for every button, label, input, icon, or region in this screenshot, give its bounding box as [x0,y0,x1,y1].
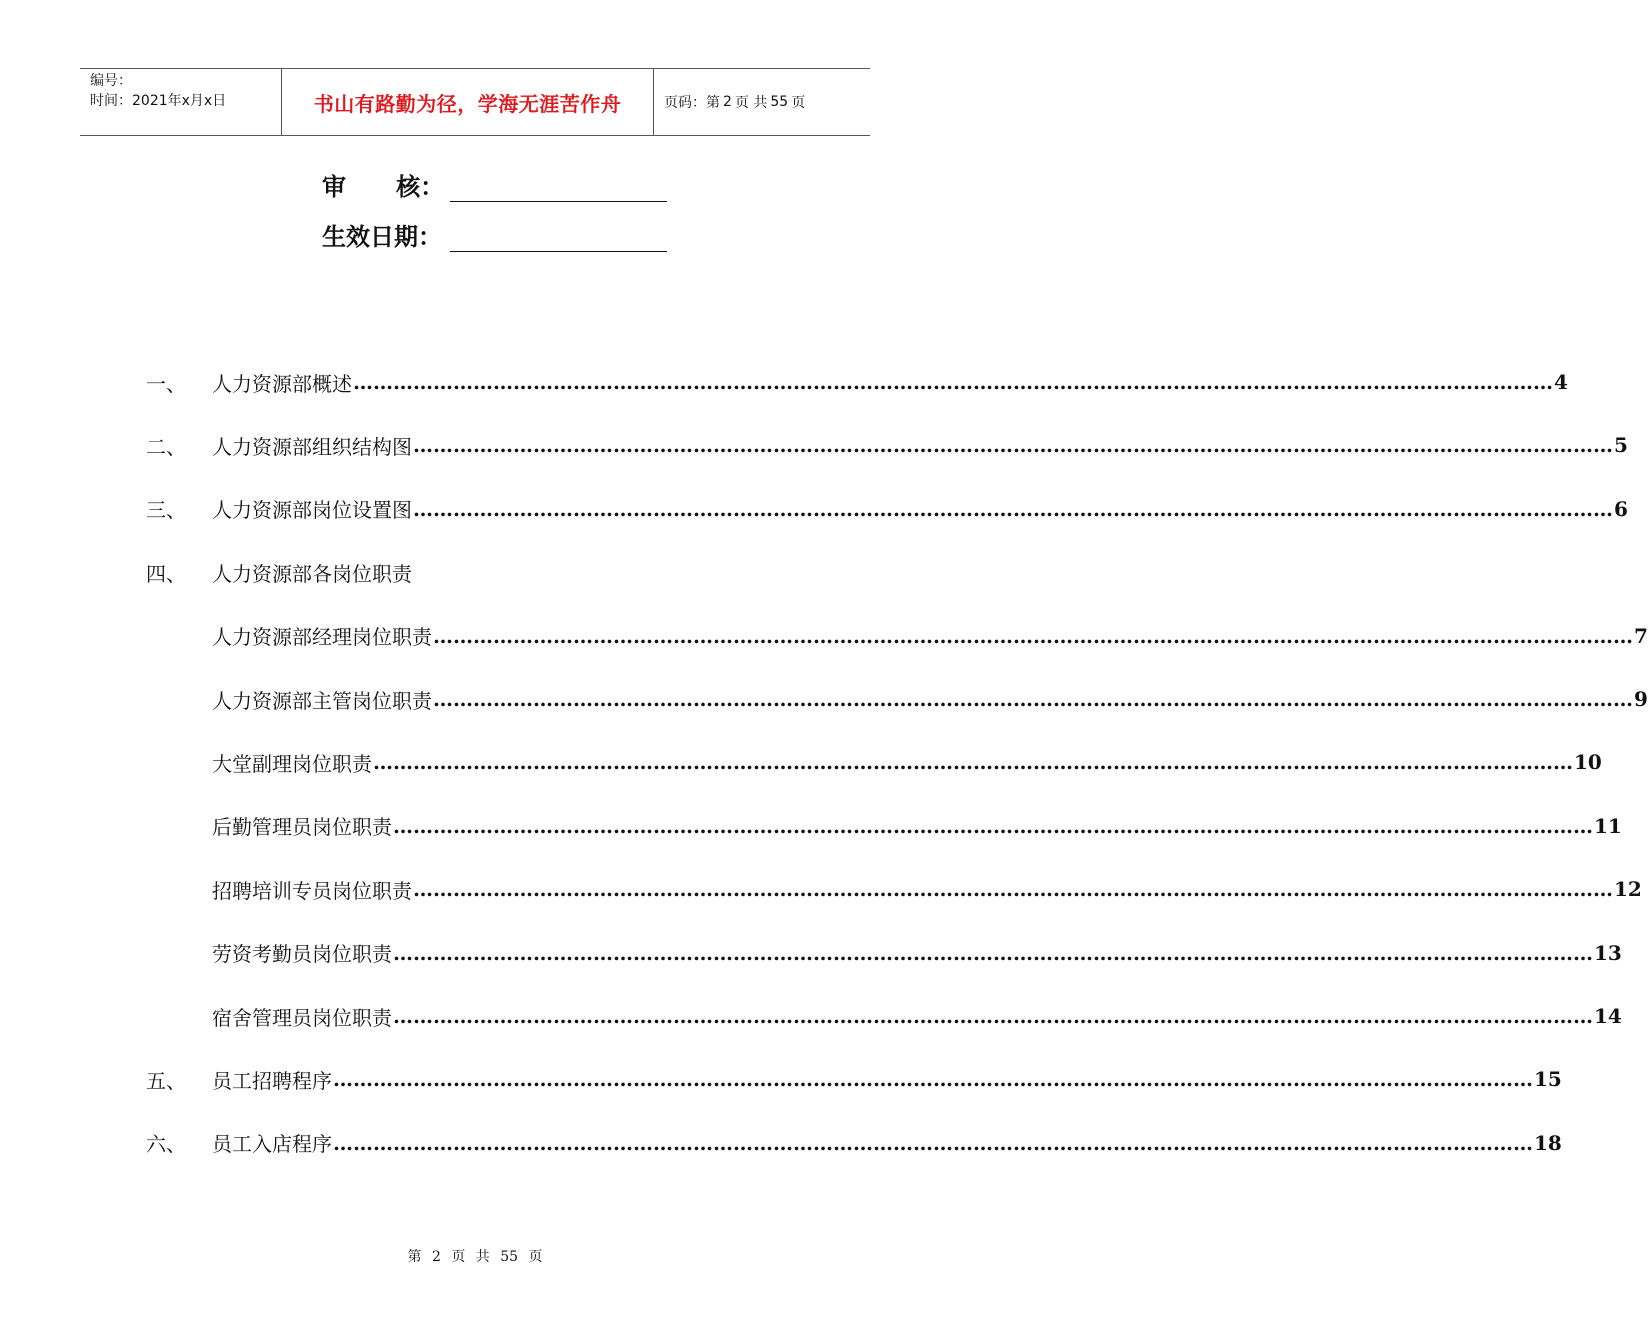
toc-entry [212,1002,1622,1031]
toc-item-title: 人力资源部主管岗位职责 [212,688,432,713]
time-label: 时间：2021年x月x日 [90,93,227,109]
number-label: 编号： [90,73,132,89]
toc-item-page: 11 [1594,813,1622,838]
toc-item-page: 5 [1614,433,1628,458]
toc-item-title: 人力资源部经理岗位职责 [212,625,432,650]
toc-entry [212,1128,1562,1157]
toc-item-page: 15 [1534,1067,1562,1092]
footer-suffix: 页 [528,1249,543,1265]
toc-item [0,367,1568,397]
toc-leader-dots: ……………………………………………………………………………………………………………………………………………………………… [433,687,1633,711]
toc-item-number: 二、 [146,434,186,459]
toc-item [0,938,1622,968]
toc-item-page: 6 [1614,496,1628,521]
toc-entry [212,875,1642,904]
toc-entry [212,558,412,587]
toc-item [0,557,950,587]
toc-item-title: 员工招聘程序 [212,1068,332,1093]
toc-item [0,1001,1622,1031]
toc-item-page: 14 [1594,1004,1622,1028]
toc-item-number: 四、 [146,561,186,586]
footer-total: 55 [500,1249,519,1265]
toc-entry [212,368,1568,397]
toc-item [0,747,1602,777]
toc-entry [212,938,1622,967]
toc-item [0,1064,1562,1094]
toc-item-title: 人力资源部岗位设置图 [212,498,412,523]
toc-entry [212,494,1628,523]
toc-item-number: 一、 [146,371,186,396]
footer-current: 2 [431,1249,441,1265]
toc-item-title: 人力资源部各岗位职责 [212,561,412,586]
toc-item-page: 18 [1534,1130,1562,1155]
toc-item-title: 人力资源部组织结构图 [212,434,412,459]
toc-item-title: 人力资源部概述 [212,371,352,396]
toc-entry [212,621,1648,650]
motto-text: 书山有路勤为径，学海无涯苦作舟 [313,91,622,116]
toc-item-title: 劳资考勤员岗位职责 [212,942,392,967]
toc-leader-dots: ……………………………………………………………………………………………………………………………………………………………… [393,813,1593,838]
toc-item-page: 7 [1634,623,1648,648]
toc-leader-dots: ……………………………………………………………………………………………………………………………………………………………… [393,1004,1593,1028]
toc-item-page: 10 [1574,750,1602,775]
toc-leader-dots: ……………………………………………………………………………………………………………………………………………………………… [373,750,1573,775]
toc-item-title: 员工入店程序 [212,1132,332,1157]
footer-prefix: 第 [407,1249,422,1265]
page-total: 55 [770,94,789,110]
toc-item-number: 六、 [146,1132,186,1157]
toc-entry [212,811,1622,840]
toc-item-title: 招聘培训专员岗位职责 [212,878,412,903]
footer-mid2: 共 [475,1249,490,1265]
toc-item-title: 后勤管理员岗位职责 [212,815,392,840]
toc-item [0,621,1648,651]
toc-item-page: 12 [1614,877,1642,902]
toc-leader-dots: ……………………………………………………………………………………………………………………………………………………………… [353,370,1553,394]
page-mid: 页 共 [734,95,768,111]
toc-item-page: 4 [1554,370,1568,394]
toc-leader-dots: ……………………………………………………………………………………………………………………………………………………………… [393,940,1593,965]
toc-leader-dots: ……………………………………………………………………………………………………………………………………………………………… [413,877,1613,902]
toc-item-title: 宿舍管理员岗位职责 [212,1005,392,1030]
toc-entry [212,1065,1562,1094]
toc-item-number: 三、 [146,498,186,523]
effective-date-label: 生效日期： [322,222,442,251]
toc-leader-dots: ……………………………………………………………………………………………………………………………………………………………… [413,433,1613,458]
page-suffix: 页 [791,95,806,111]
toc-item-page: 13 [1594,940,1622,965]
toc-item [0,874,1642,904]
toc-item [0,811,1622,841]
toc-leader-dots: ……………………………………………………………………………………………………………………………………………………………… [413,496,1613,521]
toc-item [0,430,1628,460]
toc-item-title: 大堂副理岗位职责 [212,751,372,776]
review-label: 审 核： [322,172,445,201]
toc-leader-dots: ……………………………………………………………………………………………………………………………………………………………… [333,1067,1533,1092]
toc-item [0,494,1628,524]
toc-entry [212,748,1602,777]
toc-entry [212,431,1628,460]
toc-entry [212,685,1648,714]
footer-mid1: 页 [451,1249,466,1265]
page-prefix: 页码：第 [664,95,720,111]
toc-item [0,1128,1562,1158]
toc-leader-dots: ……………………………………………………………………………………………………………………………………………………………… [433,623,1633,648]
toc-item-number: 五、 [146,1068,186,1093]
toc-item [0,684,1648,714]
page-current: 2 [723,94,732,110]
toc-item-page: 9 [1634,687,1648,711]
toc-leader-dots: ……………………………………………………………………………………………………………………………………………………………… [333,1130,1533,1155]
page-footer [0,1246,950,1266]
